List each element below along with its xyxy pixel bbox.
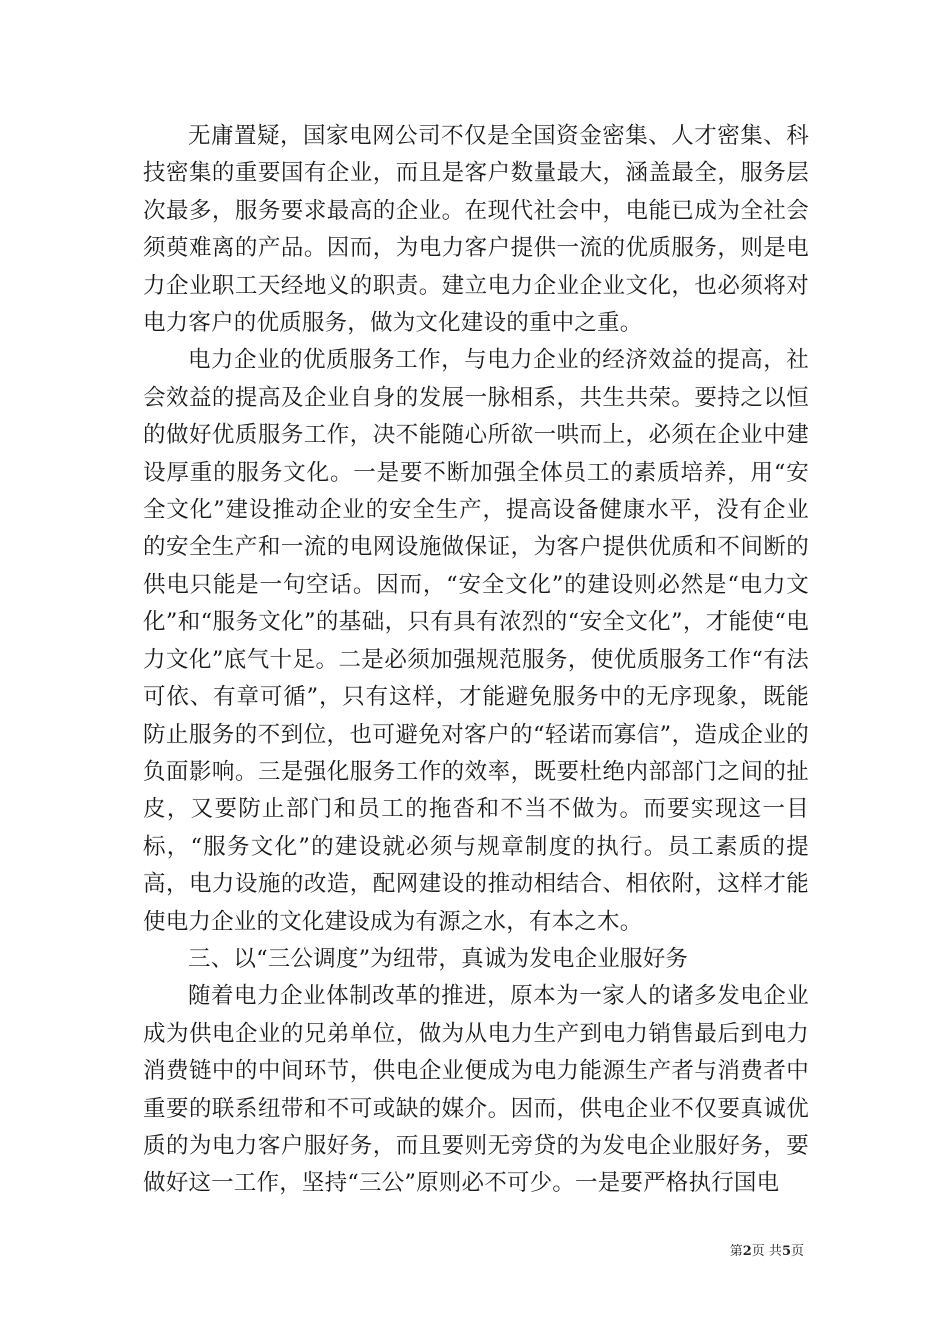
paragraph-2: 电力企业的优质服务工作，与电力企业的经济效益的提高，社会效益的提高及企业自身的发展一脉相系，共生共荣。要持之以恒的做好优质服务工作，决不能随心所欲一哄而上，必须在企业中建设厚重的服务文化。一是要不断加强全体员工的素质培养，用“安全文化”建设推动企业的安全生产，提高设备健康水平，没有企业的安全生产和一流的电网设施做保证，为客户提供优质和不间断的供电只能是一句空话。因而，“安全文化”的建设则必然是“电力文化”和“服务文化”的基础，只有具有浓烈的“安全文化”，才能使“电力文化”底气十足。二是必须加强规范服务，使优质服务工作“有法可依、有章可循”，只有这样，才能避免服务中的无序现象，既能防止服务的不到位，也可避免对客户的“轻诺而寡信”，造成企业的负面影响。三是强化服务工作的效率，既要杜绝内部部门之间的扯皮，又要防止部门和员工的拖沓和不当不做为。而要实现这一目标，“服务文化”的建设就必须与规章制度的执行。员工素质的提高，电力设施的改造，配网建设的推动相结合、相依附，这样才能使电力企业的文化建设成为有源之水，有本之木。 xyxy=(143,347,809,935)
footer-suffix: 页 xyxy=(790,1244,804,1259)
footer-prefix: 第 xyxy=(729,1244,743,1259)
document-body xyxy=(143,118,809,1203)
page-number-footer xyxy=(730,1244,804,1260)
paragraph-1: 无庸置疑，国家电网公司不仅是全国资金密集、人才密集、科技密集的重要国有企业，而且是客户数量最大，涵盖最全，服务层次最多，服务要求最高的企业。在现代社会中，电能已成为全社会须萸难离的产品。因而，为电力客户提供一流的优质服务，则是电力企业职工天经地义的职责。建立电力企业企业文化，也必须将对电力客户的优质服务，做为文化建设的重中之重。 xyxy=(143,123,809,337)
total-page-number: 5 xyxy=(781,1244,791,1259)
section-heading: 三、以“三公调度”为纽带，真诚为发电企业服好务 xyxy=(188,945,689,972)
footer-middle: 页 共 xyxy=(751,1244,782,1259)
current-page-number: 2 xyxy=(742,1244,752,1259)
paragraph-3: 随着电力企业体制改革的推进，原本为一家人的诸多发电企业成为供电企业的兄弟单位，做为从电力生产到电力销售最后到电力消费链中的中间环节，供电企业便成为电力能源生产者与消费者中重要的联系纽带和不可或缺的媒介。因而，供电企业不仅要真诚优质的为电力客户服好务，而且要则无旁贷的为发电企业服好务，要做好这一工作，坚持“三公”原则必不可少。一是要严格执行国电 xyxy=(143,983,809,1197)
